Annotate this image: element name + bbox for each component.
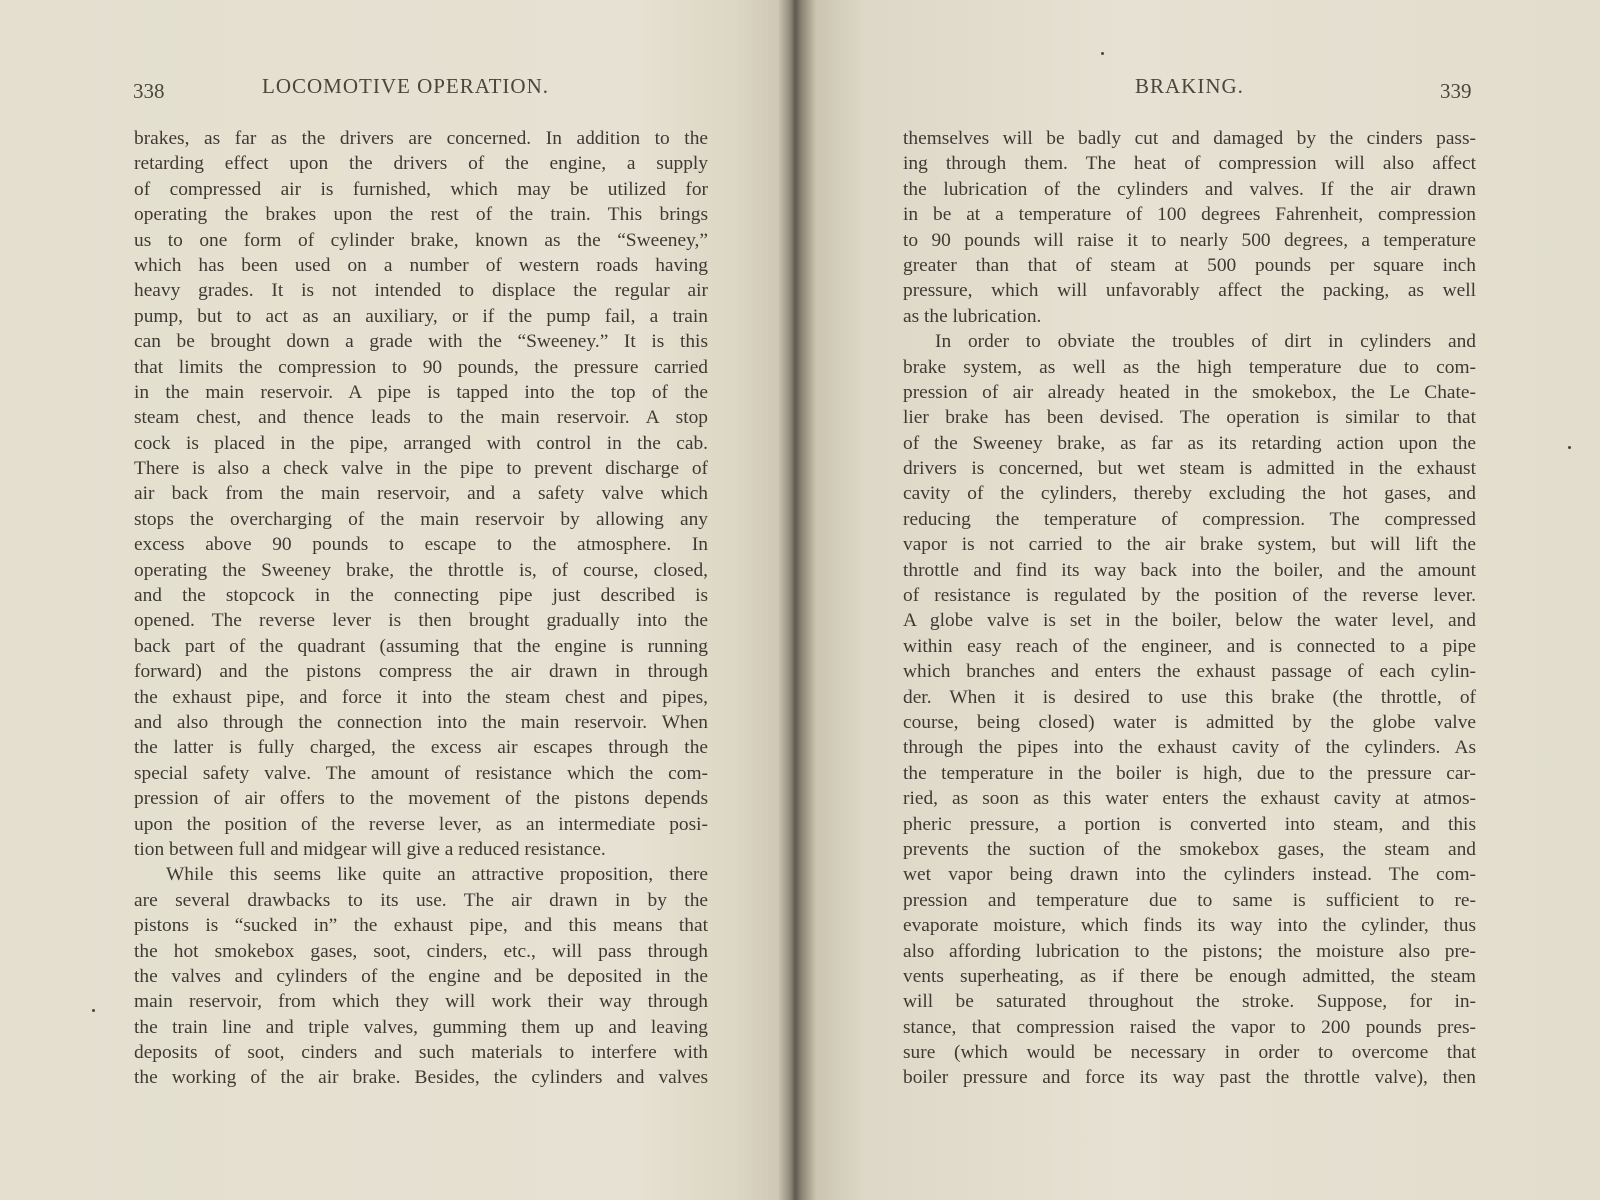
print-speck [92,1009,95,1012]
text-line: as the lubrication. [903,305,1042,327]
text-line: retarding effect upon the drivers of the engine, a supply [134,153,708,175]
text-line: can be brought down a grade with the “Sweeney.” It is this [134,331,708,353]
text-line: prevents the suction of the smokebox gases, the steam and [903,838,1476,860]
text-line: and the stopcock in the connecting pipe just described is [134,585,708,607]
text-line: sure (which would be necessary in order to overcome that [903,1042,1476,1064]
text-line: heavy grades. It is not intended to displace the regular air [134,280,708,302]
text-line: A globe valve is set in the boiler, below the water level, and [903,610,1476,632]
text-line: ried, as soon as this water enters the exhaust cavity at atmos- [903,788,1476,810]
text-line: vapor is not carried to the air brake system, but will lift the [903,534,1476,556]
text-line: While this seems like quite an attractive proposition, there [166,864,708,886]
text-line: stance, that compression raised the vapor to 200 pounds pres- [903,1016,1476,1038]
text-line: brakes, as far as the drivers are concerned. In addition to the [134,128,708,149]
text-line: are several drawbacks to its use. The air drawn in by the [134,889,708,911]
body-text [134,126,708,1091]
text-line: wet vapor being drawn into the cylinders instead. The com- [903,864,1476,886]
text-line: ing through them. The heat of compression will also affect [903,153,1476,175]
text-line: the train line and triple valves, gumming them up and leaving [134,1016,708,1038]
text-line: excess above 90 pounds to escape to the atmosphere. In [134,534,708,556]
text-line: the exhaust pipe, and force it into the steam chest and pipes, [134,686,708,708]
text-line: reducing the temperature of compression. The compressed [903,508,1476,530]
text-line: tion between full and midgear will give a reduced resistance. [134,838,606,860]
text-line: opened. The reverse lever is then brought gradually into the [134,610,708,632]
text-line: of resistance is regulated by the position of the reverse lever. [903,585,1476,607]
text-line: lier brake has been devised. The operation is similar to that [903,407,1476,429]
text-line: pression and temperature due to same is sufficient to re- [903,889,1476,911]
text-line: that limits the compression to 90 pounds, the pressure carried [134,356,708,378]
text-line: cavity of the cylinders, thereby excluding the hot gases, and [903,483,1476,505]
text-line: deposits of soot, cinders and such materials to interfere with [134,1042,708,1064]
text-line: of compressed air is furnished, which may be utilized for [134,178,708,200]
running-head: LOCOMOTIVE OPERATION. [262,74,549,98]
text-line: evaporate moisture, which finds its way into the cylinder, thus [903,915,1476,937]
body-text [903,126,1476,1091]
text-line: the valves and cylinders of the engine and be deposited in the [134,965,708,987]
text-line: the hot smokebox gases, soot, cinders, etc., will pass through [134,940,708,962]
text-line: brake system, as well as the high temperature due to com- [903,356,1476,378]
text-line: the working of the air brake. Besides, the cylinders and valves [134,1067,708,1089]
text-line: steam chest, and thence leads to the main reservoir. A stop [134,407,708,429]
text-line: pression of air already heated in the smokebox, the Le Chate- [903,381,1476,403]
text-line: special safety valve. The amount of resistance which the com- [134,762,708,784]
text-line: in be at a temperature of 100 degrees Fahrenheit, compression [903,204,1476,226]
text-line: operating the brakes upon the rest of the train. This brings [134,204,708,226]
text-line: the temperature in the boiler is high, due to the pressure car- [903,762,1476,784]
text-line: and also through the connection into the main reservoir. When [134,711,708,733]
text-line: main reservoir, from which they will work their way through [134,991,708,1013]
text-line: through the pipes into the exhaust cavity of the cylinders. As [903,737,1476,759]
text-line: which branches and enters the exhaust passage of each cylin- [903,661,1476,683]
text-line: der. When it is desired to use this brake (the throttle, of [903,686,1476,708]
text-line: the lubrication of the cylinders and valves. If the air drawn [903,178,1476,200]
text-line: cock is placed in the pipe, arranged with control in the cab. [134,432,708,454]
page-number: 339 [1440,79,1472,103]
text-line: stops the overcharging of the main reservoir by allowing any [134,508,708,530]
text-line: within easy reach of the engineer, and is connected to a pipe [903,635,1476,657]
running-head: BRAKING. [1135,74,1244,98]
text-line: in the main reservoir. A pipe is tapped into the top of the [134,381,708,403]
text-line: greater than that of steam at 500 pounds per square inch [903,254,1476,276]
text-line: back part of the quadrant (assuming that the engine is running [134,635,708,657]
text-line: themselves will be badly cut and damaged by the cinders pass- [903,128,1476,149]
text-line: us to one form of cylinder brake, known as the “Sweeney,” [134,229,708,251]
print-speck [1568,446,1571,449]
text-line: forward) and the pistons compress the air drawn in through [134,661,708,683]
text-line: vents superheating, as if there be enough admitted, the steam [903,965,1476,987]
text-line: pump, but to act as an auxiliary, or if the pump fail, a train [134,305,708,327]
text-line: throttle and find its way back into the boiler, and the amount [903,559,1476,581]
text-line: of the Sweeney brake, as far as its retarding action upon the [903,432,1476,454]
text-line: which has been used on a number of western roads having [134,254,708,276]
text-line: course, being closed) water is admitted by the globe valve [903,711,1476,733]
text-line: to 90 pounds will raise it to nearly 500 degrees, a temperature [903,229,1476,251]
text-line: also affording lubrication to the pistons; the moisture also pre- [903,940,1476,962]
text-line: pheric pressure, a portion is converted into steam, and this [903,813,1476,835]
text-line: boiler pressure and force its way past the throttle valve), then [903,1067,1476,1089]
text-line: upon the position of the reverse lever, as an intermediate posi- [134,813,708,835]
text-line: air back from the main reservoir, and a safety valve which [134,483,708,505]
text-line: will be saturated throughout the stroke. Suppose, for in- [903,991,1476,1013]
text-line: the latter is fully charged, the excess air escapes through the [134,737,708,759]
text-line: pressure, which will unfavorably affect the packing, as well [903,280,1476,302]
text-line: In order to obviate the troubles of dirt in cylinders and [935,331,1476,353]
text-line: drivers is concerned, but wet steam is admitted in the exhaust [903,458,1476,480]
text-line: There is also a check valve in the pipe to prevent discharge of [134,458,708,480]
print-speck [1101,52,1104,55]
text-line: pression of air offers to the movement of the pistons depends [134,788,708,810]
right-page [805,0,1600,1200]
text-line: operating the Sweeney brake, the throttle is, of course, closed, [134,559,708,581]
page-number: 338 [133,79,165,103]
text-line: pistons is “sucked in” the exhaust pipe, and this means that [134,915,708,937]
